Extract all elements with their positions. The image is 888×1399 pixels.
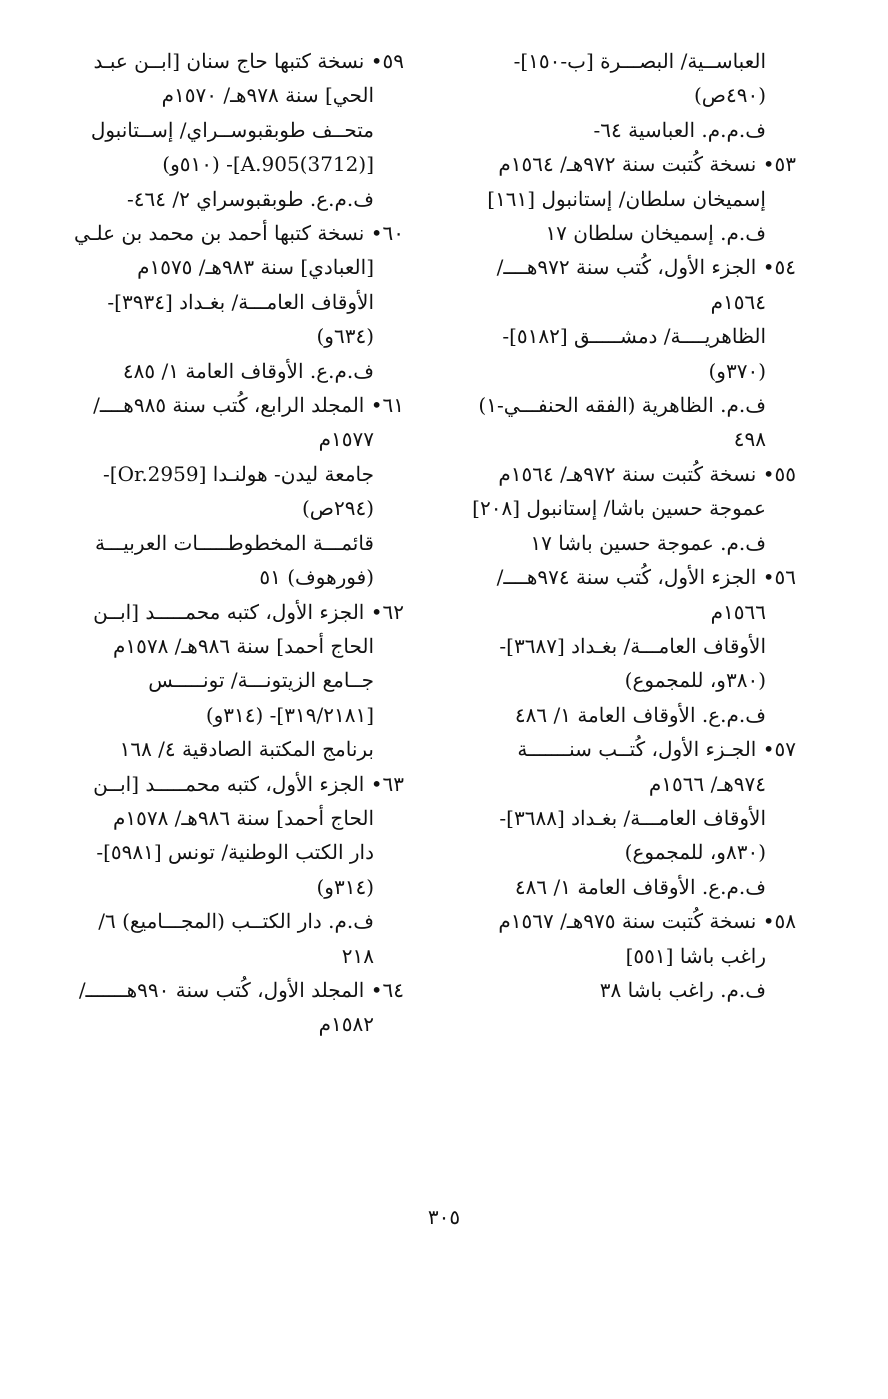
entry-heading: ٦٤• المجلد الأول، كُتب سنة ٩٩٠هـــــــ/ [78, 977, 404, 1002]
entry-heading: ٦١• المجلد الرابع، كُتب سنة ٩٨٥هــــ/ [93, 393, 404, 418]
entry-line: ف.م.ع. طوبقبوسراي ٢/ ٤٦٤- [127, 186, 374, 211]
entry-line: ف.م.ع. الأوقاف العامة ١/ ٤٨٥ [122, 358, 374, 383]
entry-heading: ٥٤• الجزء الأول، كُتب سنة ٩٧٢هــــ/ [496, 255, 796, 280]
entry-line: ف.م. راغب باشا ٣٨ [599, 977, 766, 1002]
entry-line: (فورهوف) ٥١ [259, 565, 374, 590]
entry-line: الأوقاف العامـــة/ بغـداد [٣٦٨٧]- [499, 633, 766, 658]
entry-heading: ٥٣• نسخة كُتبت سنة ٩٧٢هـ/ ١٥٦٤م [498, 152, 796, 177]
entry-line: راغب باشا [٥٥١] [625, 943, 766, 968]
entry-line: ١٥٦٤م [710, 289, 766, 314]
entry-line: ف.م. إسميخان سلطان ١٧ [545, 221, 766, 246]
page-number: ٣٠٥ [427, 1205, 461, 1229]
entry-line: (٣٧٠و) [708, 358, 766, 383]
entry-line: ف.م.م. العباسية ٦٤- [593, 117, 766, 142]
entry-line: (٢٩٤ص) [301, 496, 374, 521]
entry-heading: ٥٧• الجـزء الأول، كُتــب سنـــــــة [517, 737, 796, 762]
entry-line: الحاج أحمد] سنة ٩٨٦هـ/ ١٥٧٨م [112, 633, 374, 658]
entry-line: ١٥٦٦م [710, 599, 766, 624]
entry-heading: ٥٥• نسخة كُتبت سنة ٩٧٢هـ/ ١٥٦٤م [498, 461, 796, 486]
entry-line: ف.م. عموجة حسين باشا ١٧ [530, 530, 766, 555]
entry-line: [٣١٩/٢١٨١]- (٣١٤و) [205, 702, 374, 727]
entry-line: ف.م. دار الكتــب (المجـــاميع) ٦/ [98, 909, 374, 934]
entry-line: دار الكتب الوطنية/ تونس [٥٩٨١]- [96, 840, 374, 865]
right-column [436, 44, 796, 1007]
entry-line: العباســية/ البصـــرة [ب-١٥٠]- [513, 49, 766, 73]
entry-line: الظاهريــــة/ دمشـــــق [٥١٨٢]- [502, 324, 766, 349]
entry-line: جامعة ليدن- هولنـدا [Or.2959]- [103, 461, 374, 486]
entry-line: ١٥٨٢م [318, 1012, 374, 1037]
entry-line: الحاج أحمد] سنة ٩٨٦هـ/ ١٥٧٨م [112, 805, 374, 830]
entry-heading: ٦٣• الجزء الأول، كتبه محمـــــد [ابــن [93, 771, 404, 796]
entry-line: إسميخان سلطان/ إستانبول [١٦١] [487, 186, 766, 211]
entry-heading: ٥٨• نسخة كُتبت سنة ٩٧٥هـ/ ١٥٦٧م [498, 909, 796, 934]
left-column [44, 44, 404, 1042]
entry-line: (٦٣٤و) [316, 324, 374, 349]
entry-line: متحــف طوبقبوســراي/ إســتانبول [90, 117, 374, 142]
entry-line: ف.م.ع. الأوقاف العامة ١/ ٤٨٦ [514, 702, 766, 727]
entry-line: ٩٧٤هـ/ ١٥٦٦م [648, 771, 766, 796]
entry-line: ف.م.ع. الأوقاف العامة ١/ ٤٨٦ [514, 874, 766, 899]
entry-line: ١٥٧٧م [318, 427, 374, 452]
entry-line: ٢١٨ [341, 943, 374, 968]
entry-line: الأوقاف العامـــة/ بغـداد [٣٩٣٤]- [107, 289, 374, 314]
entry-line: [العبادي] سنة ٩٨٣هـ/ ١٥٧٥م [137, 255, 374, 280]
entry-line: برنامج المكتبة الصادقية ٤/ ١٦٨ [119, 737, 374, 762]
entry-heading: ٥٦• الجزء الأول، كُتب سنة ٩٧٤هــــ/ [496, 565, 796, 590]
entry-line: جــامع الزيتونـــة/ تونـــــس [148, 668, 374, 693]
entry-line: ف.م. الظاهرية (الفقه الحنفـــي-١) [478, 393, 766, 418]
entry-line: (٣٨٠و، للمجموع) [624, 668, 766, 693]
entry-line: ٤٩٨ [733, 427, 766, 452]
entry-line: (٤٩٠ص) [693, 83, 766, 108]
entry-line: (٣١٤و) [316, 874, 374, 899]
entry-heading: ٦٢• الجزء الأول، كتبه محمـــــد [ابــن [93, 599, 404, 624]
entry-line: [A.905(3712)]- (٥١٠و) [162, 152, 374, 177]
entry-line: عموجة حسين باشا/ إستانبول [٢٠٨] [472, 496, 766, 521]
entry-heading: ٦٠• نسخة كتبها أحمد بن محمد بن علـي [73, 221, 404, 246]
entry-line: الأوقاف العامـــة/ بغـداد [٣٦٨٨]- [499, 805, 766, 830]
entry-line: قائمـــة المخطوطـــــات العربيـــة [94, 530, 374, 555]
entry-heading: ٥٩• نسخة كتبها حاج سنان [ابــن عبـد [93, 49, 404, 73]
entry-line: (٨٣٠و، للمجموع) [624, 840, 766, 865]
entry-line: الحي] سنة ٩٧٨هـ/ ١٥٧٠م [161, 83, 374, 108]
